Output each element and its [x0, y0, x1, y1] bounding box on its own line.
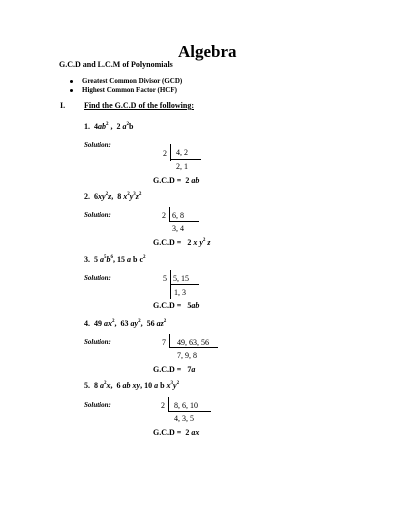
problem-5-quotient: 4, 3, 5 — [174, 414, 194, 423]
problem-2-dividend: 6, 8 — [172, 211, 184, 220]
problem-3-divisor: 5 — [163, 274, 167, 283]
problem-2-quotient: 3, 4 — [172, 224, 184, 233]
solution-label: Solution: — [84, 338, 111, 346]
section-number: I. — [60, 101, 66, 110]
bullet-icon — [70, 89, 73, 92]
division-line — [170, 284, 199, 285]
problem-3-quotient: 1, 3 — [174, 288, 186, 297]
problem-3-result: G.C.D = 5ab — [153, 301, 200, 310]
problem-4-expression: 4. 49 $ax^2$, 63 $ay^2$, 56 $az^2$ — [84, 319, 167, 328]
bullet-item: Highest Common Factor (HCF) — [70, 87, 177, 94]
division-line — [168, 411, 211, 412]
solution-label: Solution: — [84, 211, 111, 219]
problem-5-divisor: 2 — [161, 401, 165, 410]
division-bar — [168, 397, 169, 412]
problem-4-result: G.C.D = 7a — [153, 365, 196, 374]
problem-2-result: G.C.D = 2 x $y^2$ z — [153, 238, 211, 247]
problem-1-quotient: 2, 1 — [176, 162, 188, 171]
problem-1-dividend: 4, 2 — [176, 148, 188, 157]
problem-1-divisor: 2 — [163, 149, 167, 158]
page-title: Algebra — [178, 42, 237, 61]
problem-1-expression: 1. $4ab^2$ , 2 $a^2b$ — [84, 122, 134, 131]
problem-1-result: G.C.D = 2 ab — [153, 176, 200, 185]
solution-label: Solution: — [84, 274, 111, 282]
division-bar — [169, 334, 170, 348]
problem-2-expression: 2. $6xy^2z$, 8 $x^2y^3z^2$ — [84, 192, 142, 201]
division-line — [169, 347, 218, 348]
problem-4-dividend: 49, 63, 56 — [177, 338, 209, 347]
page-subtitle: G.C.D and L.C.M of Polynomials — [59, 60, 173, 69]
division-line — [169, 221, 199, 222]
problem-3-dividend: 5, 15 — [173, 274, 189, 283]
problem-5-expression: 5. 8 $a^2x$, 6 ab xy, 10 a b $x^3y^2$ — [84, 381, 180, 390]
division-line — [170, 159, 201, 160]
division-bar — [169, 207, 170, 222]
problem-5-dividend: 8, 6, 10 — [174, 401, 198, 410]
solution-label: Solution: — [84, 141, 111, 149]
problem-2-divisor: 2 — [162, 211, 166, 220]
problem-5-result: G.C.D = 2 ax — [153, 428, 200, 437]
problem-4-quotient: 7, 9, 8 — [177, 351, 197, 360]
bullet-icon — [70, 80, 73, 83]
problem-4-divisor: 7 — [162, 338, 166, 347]
section-title: Find the G.C.D of the following: — [84, 101, 194, 110]
problem-3-expression: 3. 5 $a^5b^6$, 15 a b $c^2$ — [84, 255, 146, 264]
bullet-item: Greatest Common Divisor (GCD) — [70, 78, 182, 85]
solution-label: Solution: — [84, 401, 111, 409]
